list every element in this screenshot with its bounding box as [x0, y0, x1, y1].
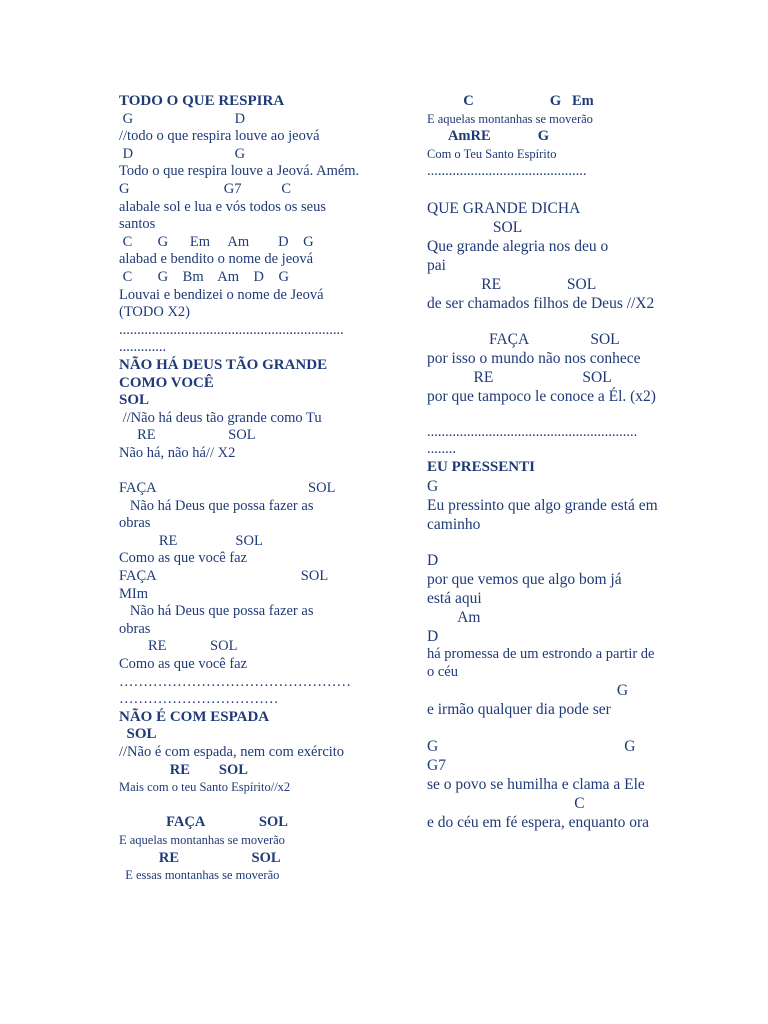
- song-title: NÃO É COM ESPADA: [119, 708, 270, 725]
- lyric-line: G: [427, 477, 439, 495]
- lyric-line: de ser chamados filhos de Deus //X2: [427, 294, 655, 312]
- lyric-line: QUE GRANDE DICHA: [427, 199, 581, 217]
- lyric-line: E aquelas montanhas se moverão: [119, 832, 285, 847]
- blank-line: [427, 406, 717, 424]
- lyric-line: Não há Deus que possa fazer as: [119, 603, 314, 620]
- lyric-line: por que tampoco le conoce a Él. (x2): [427, 388, 656, 406]
- blank-line: [427, 719, 717, 737]
- lyric-line: RE SOL: [427, 369, 612, 387]
- lyric-line: Não há, não há// X2: [119, 444, 236, 461]
- lyric-line: o céu: [427, 663, 458, 680]
- lyric-line: obras: [119, 515, 151, 532]
- lyric-line: caminho: [427, 515, 481, 533]
- lyric-line: G G: [427, 737, 636, 755]
- lyric-line: D: [427, 628, 439, 646]
- lyric-line: RE SOL: [119, 849, 281, 866]
- lyric-line: Todo o que respira louve a Jeová. Amém.: [119, 163, 360, 180]
- lyric-line: G: [427, 682, 629, 700]
- lyric-line: Como as que você faz: [119, 550, 248, 567]
- lyric-line: G D: [119, 110, 246, 127]
- lyric-line: Am: [427, 609, 481, 627]
- lyric-line: E aquelas montanhas se moverão: [427, 111, 593, 126]
- blank-line: [427, 181, 717, 199]
- lyric-line: C G Em Am D G: [119, 233, 314, 250]
- lyric-line: …………………………………………: [119, 673, 351, 690]
- lyric-line: obras: [119, 620, 151, 637]
- lyric-line: Mais com o teu Santo Espírito//x2: [119, 780, 291, 795]
- lyric-line: e irmão qualquer dia pode ser: [427, 701, 611, 719]
- lyric-line: FAÇA SOL: [427, 331, 620, 349]
- lyric-line: RE SOL: [119, 761, 248, 778]
- lyric-line: E essas montanhas se moverão: [119, 868, 280, 883]
- lyric-line: alabale sol e lua e vós todos os seus: [119, 198, 326, 215]
- lyric-line: Eu pressinto que algo grande está em: [427, 496, 658, 514]
- lyric-line: MIm: [119, 585, 148, 602]
- lyric-line: Não há Deus que possa fazer as: [119, 497, 314, 514]
- lyric-line: //todo o que respira louve ao jeová: [119, 128, 320, 145]
- song-title: SOL: [119, 726, 157, 743]
- lyric-line: //Não há deus tão grande como Tu: [119, 409, 322, 426]
- lyric-line: D: [427, 552, 439, 570]
- lyric-line: e do céu em fé espera, enquanto ora: [427, 813, 650, 831]
- left-column: [119, 93, 409, 885]
- lyric-line: RE SOL: [119, 638, 238, 655]
- lyric-line: se o povo se humilha e clama a Ele: [427, 775, 645, 793]
- lyric-line: .............: [119, 339, 167, 356]
- lyric-line: ..............................................................: [119, 321, 344, 338]
- lyric-line: ……………………………: [119, 691, 279, 708]
- lyric-line: FAÇA SOL: [119, 568, 329, 585]
- lyric-line: RE SOL: [427, 275, 597, 293]
- lyric-line: G G7 C: [119, 180, 291, 197]
- lyric-line: SOL: [427, 218, 523, 236]
- lyric-line: G7: [427, 756, 446, 774]
- lyric-line: pai: [427, 256, 446, 274]
- song-title: COMO VOCÊ: [119, 374, 214, 391]
- lyric-line: por isso o mundo não nos conhece: [427, 350, 641, 368]
- right-column: [427, 93, 717, 832]
- blank-line: [427, 534, 717, 552]
- lyric-line: FAÇA SOL: [119, 480, 336, 497]
- lyric-line: ........: [427, 441, 456, 458]
- lyric-line: RE SOL: [119, 532, 263, 549]
- lyric-line: Louvai e bendizei o nome de Jeová: [119, 286, 324, 303]
- song-title: SOL: [119, 392, 150, 409]
- lyric-line: (TODO X2): [119, 304, 191, 321]
- lyric-line: C: [427, 794, 585, 812]
- lyric-line: santos: [119, 216, 156, 233]
- blank-line: [427, 313, 717, 331]
- lyric-line: FAÇA SOL: [119, 814, 288, 831]
- lyric-line: Que grande alegria nos deu o: [427, 237, 609, 255]
- lyric-line: C G Em: [427, 93, 594, 109]
- lyric-line: está aqui: [427, 590, 482, 608]
- lyric-line: por que vemos que algo bom já: [427, 571, 622, 589]
- lyric-line: AmRE G: [427, 128, 550, 145]
- lyric-line: há promessa de um estrondo a partir de: [427, 646, 655, 663]
- lyric-line: D G: [119, 145, 246, 162]
- lyric-line: alabad e bendito o nome de jeová: [119, 251, 314, 268]
- song-title: NÃO HÁ DEUS TÃO GRANDE: [119, 356, 328, 373]
- blank-line: [119, 797, 409, 815]
- lyric-line: ............................................: [427, 163, 587, 180]
- song-title: TODO O QUE RESPIRA: [119, 93, 285, 109]
- lyric-line: C G Bm Am D G: [119, 268, 289, 285]
- lyric-line: RE SOL: [119, 427, 256, 444]
- lyric-line: Como as que você faz: [119, 656, 248, 672]
- song-title: EU PRESSENTI: [427, 458, 535, 475]
- lyric-line: //Não é com espada, nem com exército: [119, 743, 345, 760]
- lyric-line: ..........................................................: [427, 423, 638, 440]
- blank-line: [119, 462, 409, 480]
- lyric-line: Com o Teu Santo Espírito: [427, 146, 557, 161]
